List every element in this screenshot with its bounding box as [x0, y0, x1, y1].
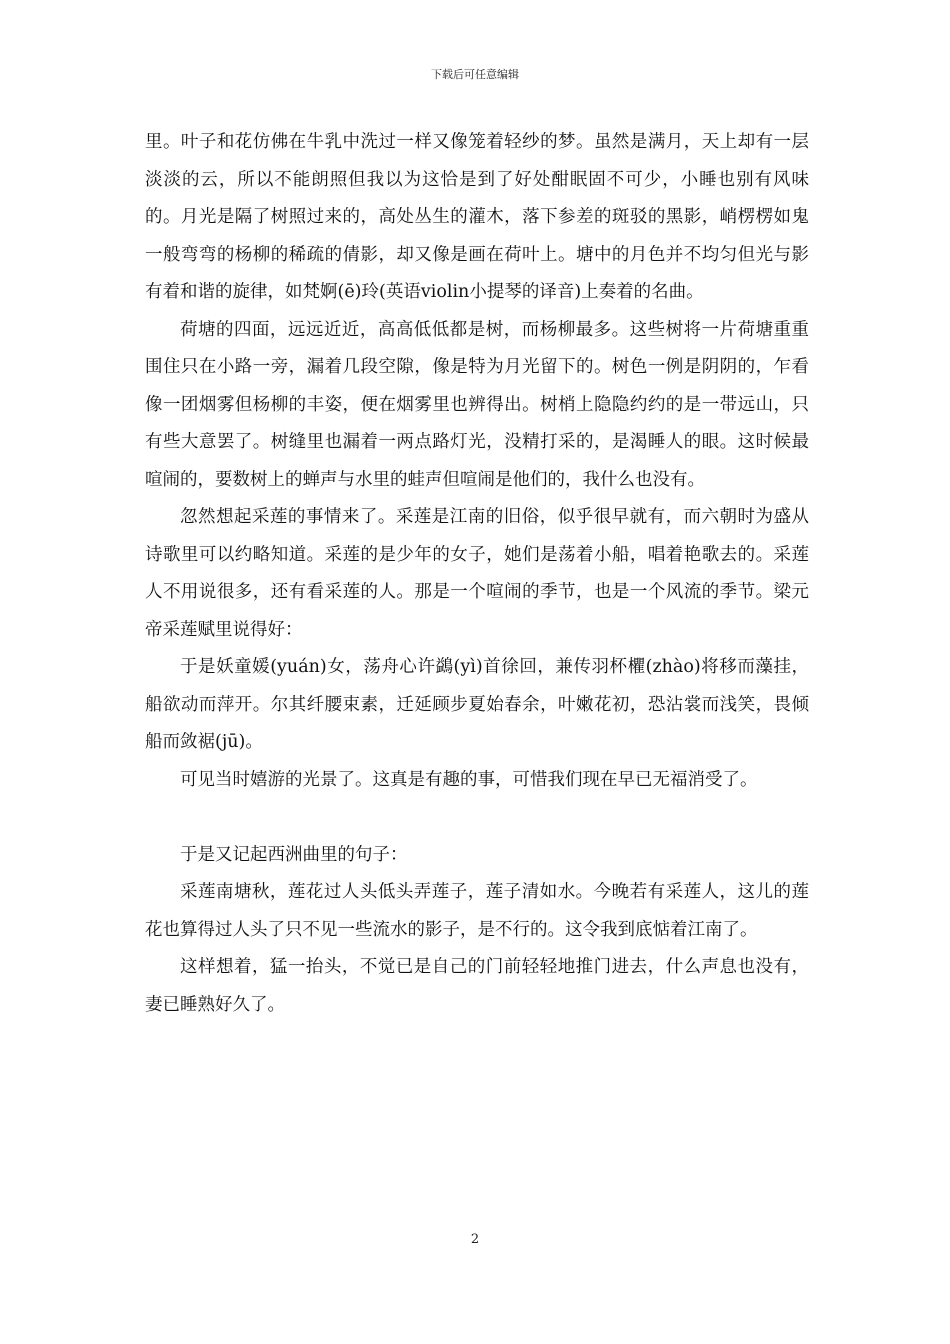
paragraph-continuation: 里。叶子和花仿佛在牛乳中洗过一样又像笼着轻纱的梦。虽然是满月，天上却有一层淡淡的云，所以不能朗照但我以为这恰是到了好处酣眠固不可少，小睡也别有风味的。月光是隔了树照过来的，高处丛生的灌木，落下参差的斑驳的黑影，峭楞楞如鬼一般弯弯的杨柳的稀疏的倩影，却又像是画在荷叶上。塘中的月色并不均匀但光与影有着和谐的旋律，如梵婀(ē)玲(英语violin小提琴的译音)上奏着的名曲。 [145, 132, 809, 302]
paragraph-reflection: 可见当时嬉游的光景了。这真是有趣的事，可惜我们现在早已无福消受了。 [180, 769, 758, 790]
paragraph-ending: 这样想着，猛一抬头，不觉已是自己的门前轻轻地推门进去，什么声息也没有，妻已睡熟好久了。 [145, 957, 809, 1015]
paragraph-lotus-pond-trees: 荷塘的四面，远远近近，高高低低都是树，而杨柳最多。这些树将一片荷塘重重围住只在小路一旁，漏着几段空隙，像是特为月光留下的。树色一例是阴阴的，乍看像一团烟雾但杨柳的丰姿，便在烟雾里也辨得出。树梢上隐隐约约的是一带远山，只有些大意罢了。树缝里也漏着一两点路灯光，没精打采的，是渴睡人的眼。这时候最喧闹的，要数树上的蝉声与水里的蛙声但喧闹是他们的，我什么也没有。 [145, 319, 809, 490]
paragraph-xizhou-quote: 采莲南塘秋，莲花过人头低头弄莲子，莲子清如水。今晚若有采莲人，这儿的莲花也算得过人头了只不见一些流水的影子，是不行的。这令我到底惦着江南了。 [145, 882, 809, 940]
paragraph-quote-fu: 于是妖童媛(yuán)女，荡舟心许鷁(yì)首徐回，兼传羽杯欋(zhào)将移而藻挂，船欲动而萍开。尔其纤腰束素，迁延顾步夏始春余，叶嫩花初，恐沾裳而浅笑，畏倾船而敛裾(jū)。 [145, 657, 809, 752]
page-header: 下载后可任意编辑 [431, 68, 519, 81]
paragraph-xizhou-intro: 于是又记起西洲曲里的句子： [180, 844, 408, 865]
page-number: 2 [470, 1232, 480, 1247]
document-body [145, 124, 809, 1024]
paragraph-lotus-picking: 忽然想起采莲的事情来了。采莲是江南的旧俗，似乎很早就有，而六朝时为盛从诗歌里可以约略知道。采莲的是少年的女子，她们是荡着小船，唱着艳歌去的。采莲人不用说很多，还有看采莲的人。那是一个喧闹的季节，也是一个风流的季节。梁元帝采莲赋里说得好： [145, 507, 809, 640]
blank-line [145, 799, 809, 837]
